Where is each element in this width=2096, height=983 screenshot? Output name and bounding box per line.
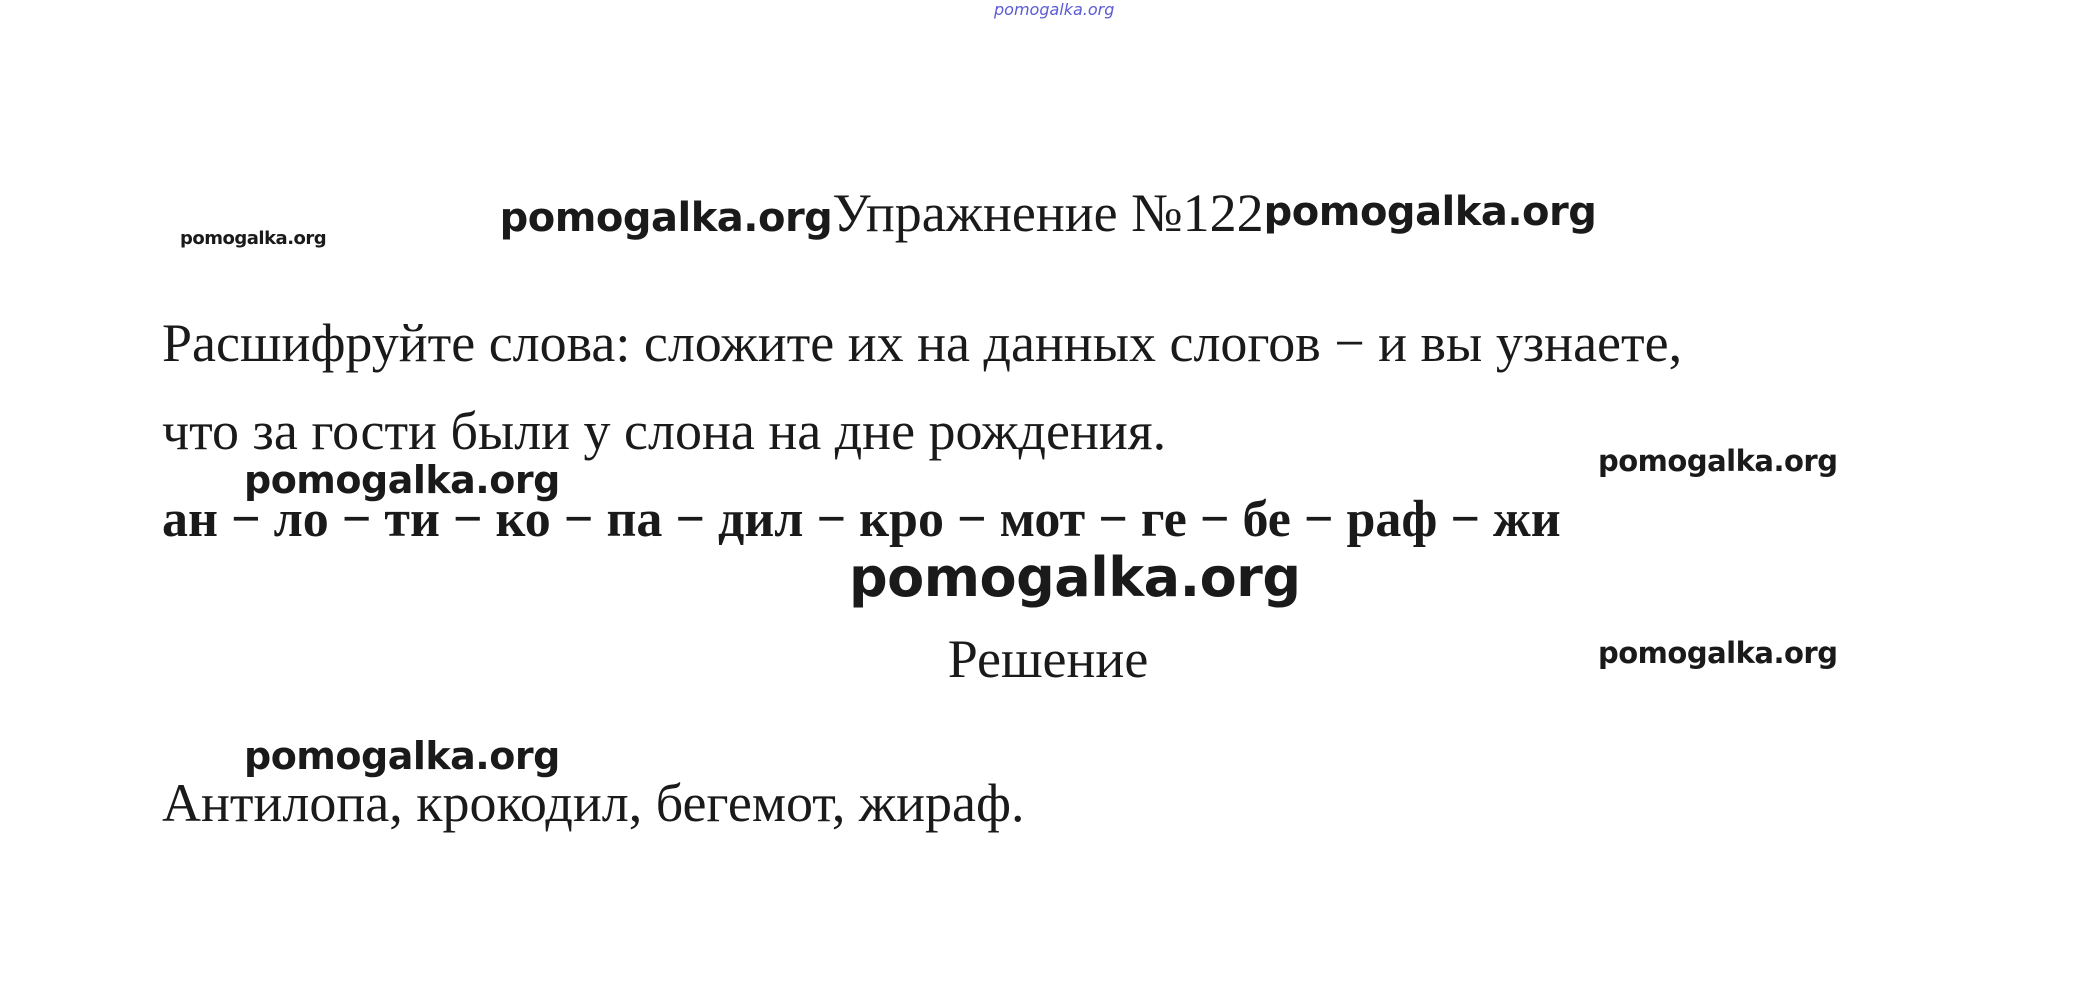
- answer-text: Антилопа, крокодил, бегемот, жираф.: [162, 773, 1025, 833]
- title-row: [0, 182, 2096, 244]
- task-line-2: что за гости были у слона на дне рождения.: [162, 401, 1167, 461]
- watermark-left-2: pomogalka.org: [244, 734, 560, 778]
- site-link-top[interactable]: pomogalka.org: [994, 0, 1115, 19]
- task-line-1: Расшифруйте слова: сложите их на данных слогов − и вы узнаете,: [162, 313, 1683, 373]
- syllables-line: ан − ло − ти − ко − па − дил − кро − мот − ге − бе − раф − жи: [162, 491, 1561, 548]
- solution-heading: Решение: [947, 629, 1149, 689]
- page-title: Упражнение №122: [832, 183, 1264, 243]
- watermark-left-1: pomogalka.org: [244, 458, 560, 502]
- watermark-small: pomogalka.org: [180, 228, 327, 249]
- watermark-title-right: pomogalka.org: [1263, 189, 1597, 235]
- watermark-title-left: pomogalka.org: [499, 195, 833, 241]
- watermark-right-2: pomogalka.org: [1598, 636, 1838, 670]
- watermark-center-large: pomogalka.org: [849, 546, 1301, 609]
- watermark-right-1: pomogalka.org: [1598, 444, 1838, 478]
